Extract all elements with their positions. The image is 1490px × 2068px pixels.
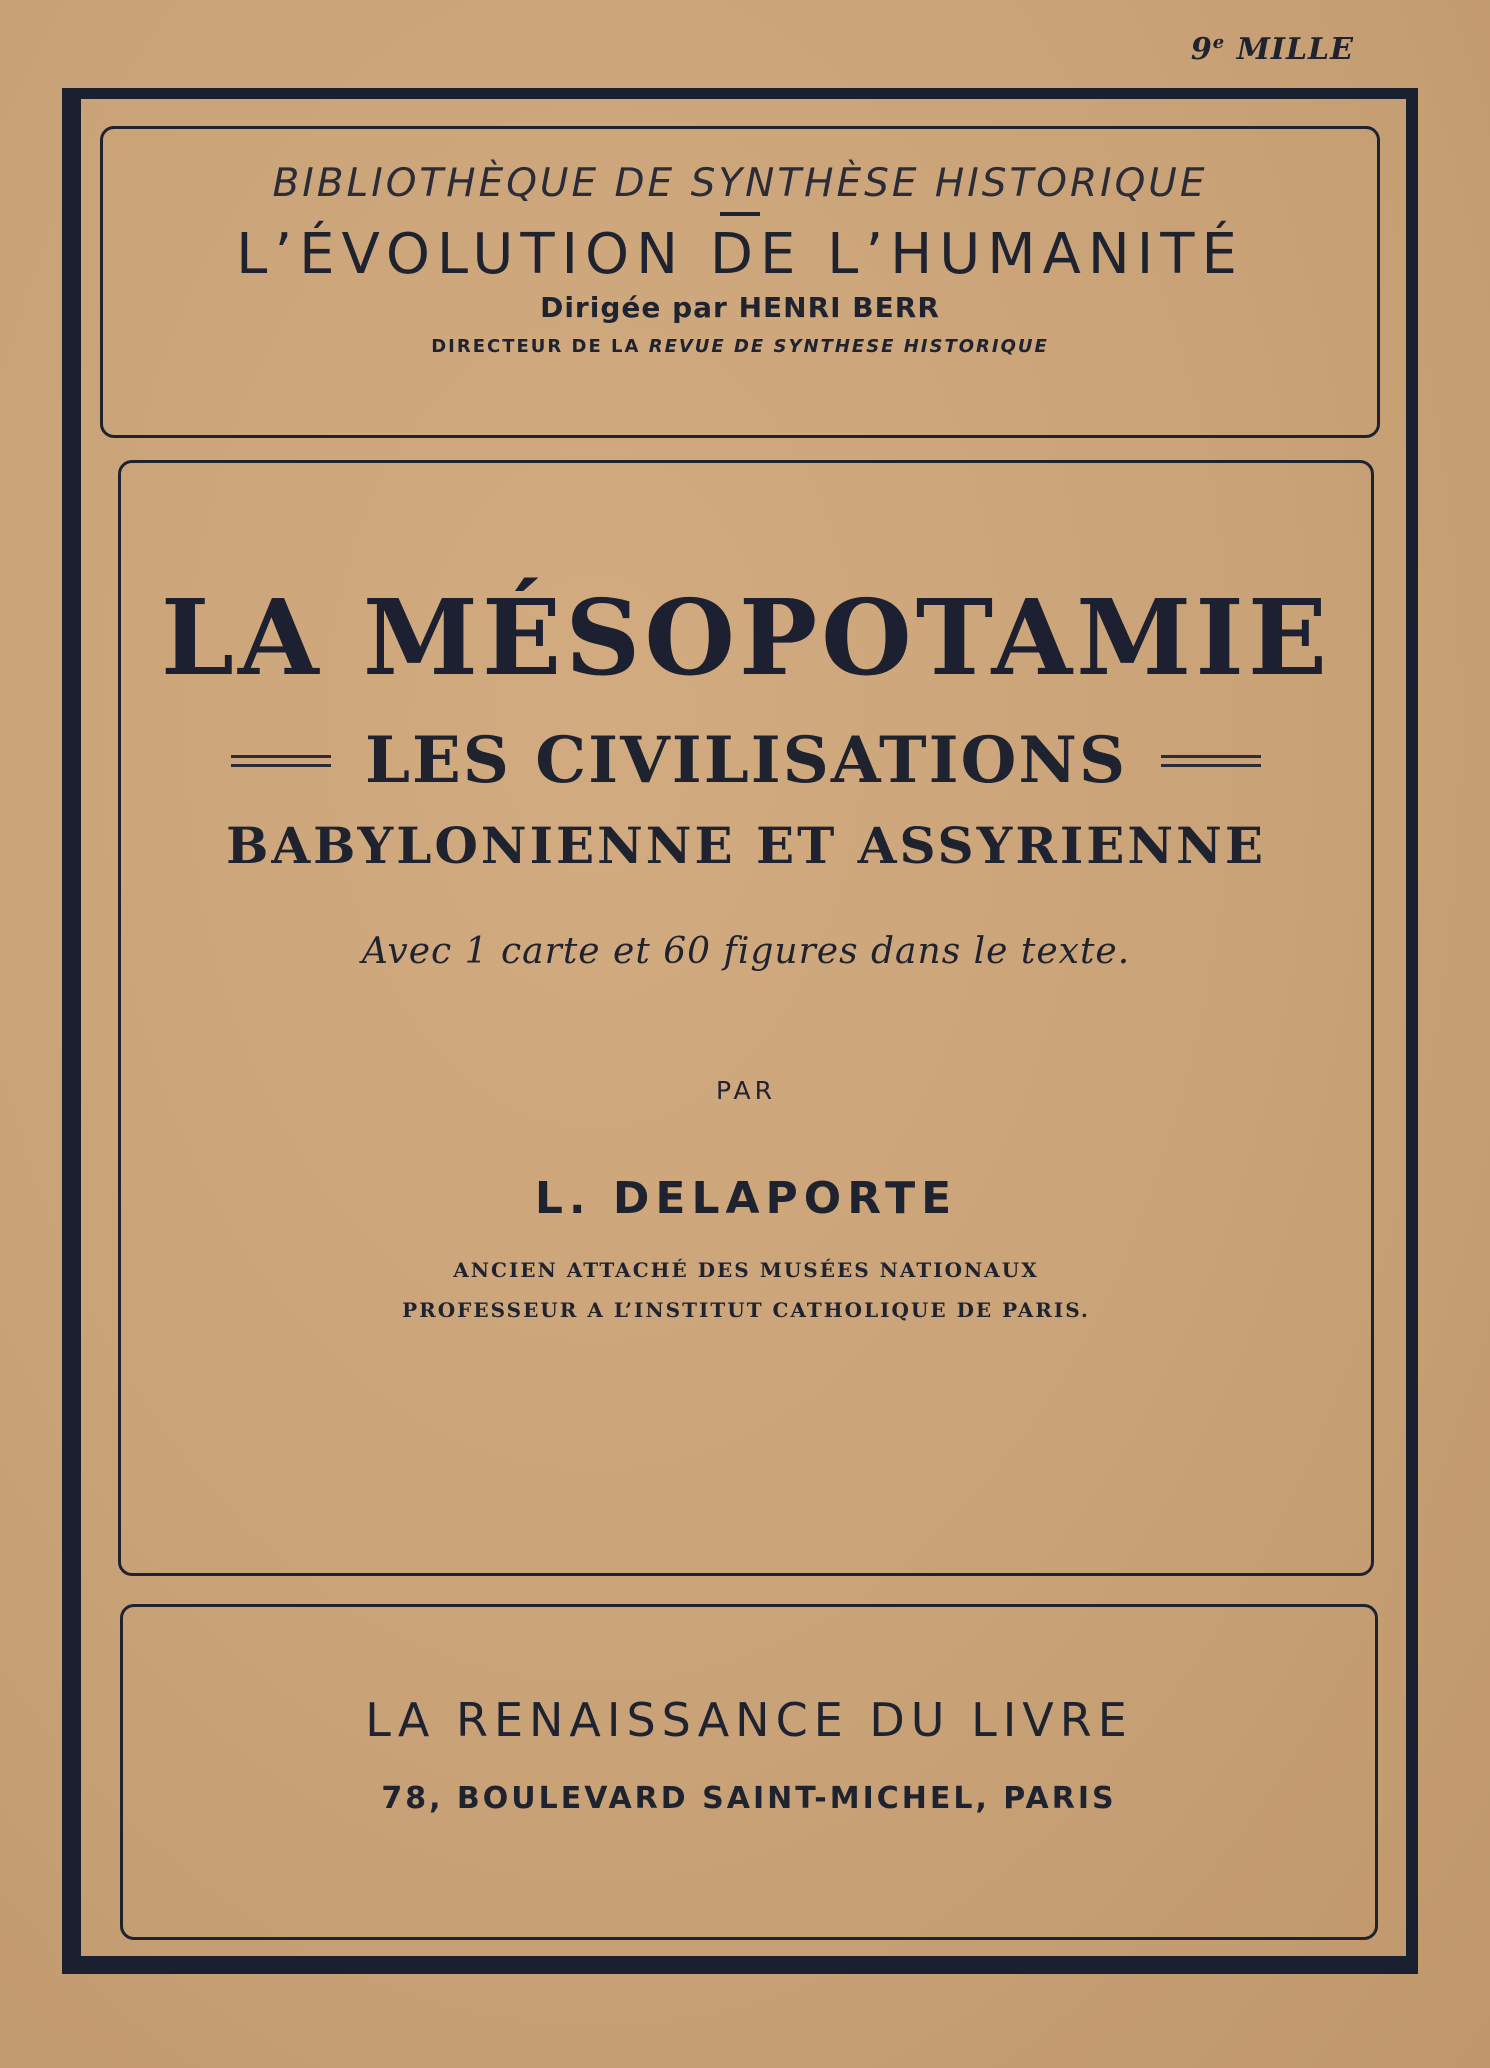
right-double-rule: [1161, 755, 1261, 767]
book-subtitle: LES CIVILISATIONS: [364, 723, 1128, 799]
illustrations-note: Avec 1 carte et 60 figures dans le texte.: [361, 931, 1131, 973]
director-journal: REVUE DE SYNTHESE HISTORIQUE: [648, 336, 1049, 357]
editor-line: Dirigée par HENRI BERR: [540, 291, 940, 324]
series-name: BIBLIOTHÈQUE DE SYNTHÈSE HISTORIQUE: [272, 161, 1208, 206]
author-credential-2: PROFESSEUR A L’INSTITUT CATHOLIQUE DE PARIS.: [402, 1298, 1090, 1323]
book-subtitle-secondary: BABYLONIENNE ET ASSYRIENNE: [226, 816, 1266, 876]
left-double-rule: [231, 755, 331, 767]
series-panel: [100, 126, 1380, 438]
publisher-name: LA RENAISSANCE DU LIVRE: [365, 1693, 1133, 1747]
publisher-address: 78, BOULEVARD SAINT-MICHEL, PARIS: [381, 1781, 1117, 1816]
director-line: [103, 336, 1377, 357]
author-credential-1: ANCIEN ATTACHÉ DES MUSÉES NATIONAUX: [453, 1258, 1039, 1283]
publisher-panel: [120, 1604, 1378, 1940]
series-rule: [720, 212, 760, 216]
director-prefix: DIRECTEUR DE LA: [431, 336, 641, 357]
book-title: LA MÉSOPOTAMIE: [160, 576, 1332, 699]
by-label: PAR: [716, 1076, 776, 1106]
print-run-number: 9: [1190, 32, 1213, 67]
subtitle-row: [121, 723, 1371, 798]
print-run-label: [1191, 32, 1354, 67]
title-panel: [118, 460, 1374, 1576]
print-run-suffix: e: [1212, 32, 1226, 53]
collection-title: L’ÉVOLUTION DE L’HUMANITÉ: [236, 222, 1244, 287]
author-name: L. DELAPORTE: [534, 1173, 958, 1225]
print-run-text: MILLE: [1236, 32, 1354, 67]
